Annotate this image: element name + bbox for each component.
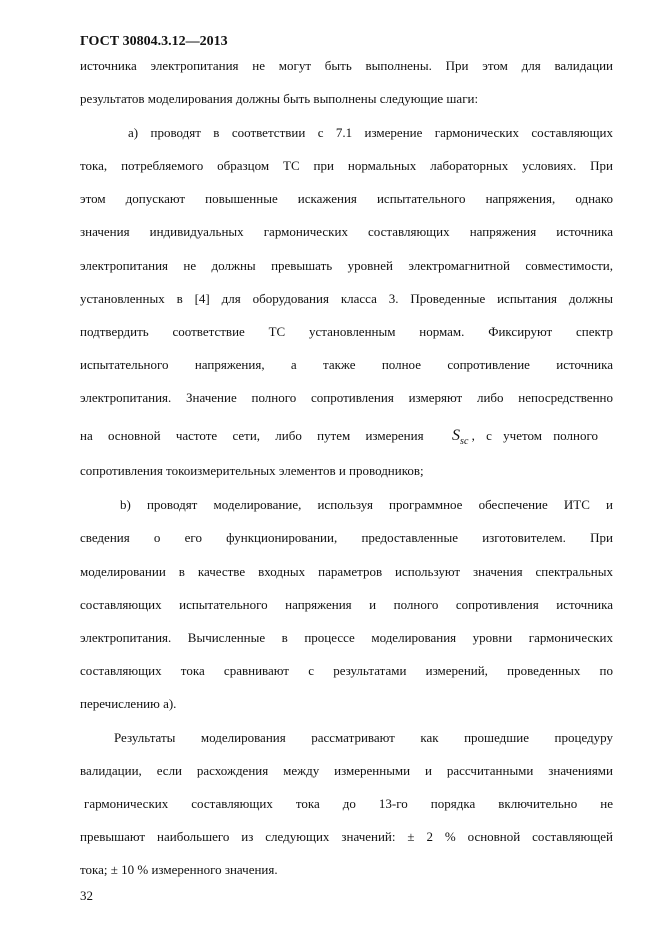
text-segment: на основной частоте сети, либо путем измерения xyxy=(80,428,424,443)
text-line: тока; ± 10 % измеренного значения. xyxy=(80,862,278,877)
text-line: составляющих тока сравнивают с результатами измерений, проведенных по xyxy=(80,663,613,678)
text-line: Результаты моделирования рассматривают как прошедшие процедуру xyxy=(114,730,613,745)
text-line: подтвердить соответствие ТС установленным нормам. Фиксируют спектр xyxy=(80,324,613,339)
text-line: установленных в [4] для оборудования класса 3. Проведенные испытания должны xyxy=(80,291,613,306)
text-line: валидации, если расхождения между измеренными и рассчитанными значениями xyxy=(80,763,613,778)
text-line: тока, потребляемого образцом ТС при нормальных лабораторных условиях. При xyxy=(80,158,613,173)
text-line: электропитания. Вычисленные в процессе моделирования уровни гармонических xyxy=(80,630,613,645)
text-line: b) проводят моделирование, используя программное обеспечение ИТС и xyxy=(120,497,613,512)
text-line: a) проводят в соответствии с 7.1 измерение гармонических составляющих xyxy=(128,125,613,140)
text-line: результатов моделирования должны быть выполнены следующие шаги: xyxy=(80,91,479,106)
document-header: ГОСТ 30804.3.12—2013 xyxy=(80,34,228,49)
text-line: значения индивидуальных гармонических составляющих напряжения источника xyxy=(80,224,613,239)
text-line: этом допускают повышенные искажения испытательного напряжения, однако xyxy=(80,191,613,206)
text-line: электропитания. Значение полного сопротивления измеряют либо непосредственно xyxy=(80,390,613,405)
symbol-base: S xyxy=(452,427,461,444)
text-line: электропитания не должны превышать уровней электромагнитной совместимости, xyxy=(80,258,613,273)
symbol-subscript: sc xyxy=(460,436,469,448)
text-line: превышают наибольшего из следующих значений: ± 2 % основной составляющей xyxy=(80,829,613,844)
text-line: составляющих испытательного напряжения и полного сопротивления источника xyxy=(80,597,613,612)
text-line: перечислению а). xyxy=(80,696,177,711)
text-line: сведения о его функционировании, предоставленные изготовителем. При xyxy=(80,530,613,545)
text-line: испытательного напряжения, а также полное сопротивление источника xyxy=(80,357,613,372)
impedance-symbol xyxy=(452,427,469,448)
text-line: гармонических составляющих тока до 13-го порядка включительно не xyxy=(84,796,613,811)
text-line: сопротивления токоизмерительных элементов и проводников; xyxy=(80,463,424,478)
text-line: источника электропитания не могут быть выполнены. При этом для валидации xyxy=(80,58,613,73)
text-line-with-symbol xyxy=(80,428,613,450)
page-number: 32 xyxy=(80,888,93,903)
text-segment: , с учетом полного xyxy=(471,428,598,443)
text-line: моделировании в качестве входных параметров используют значения спектральных xyxy=(80,564,613,579)
